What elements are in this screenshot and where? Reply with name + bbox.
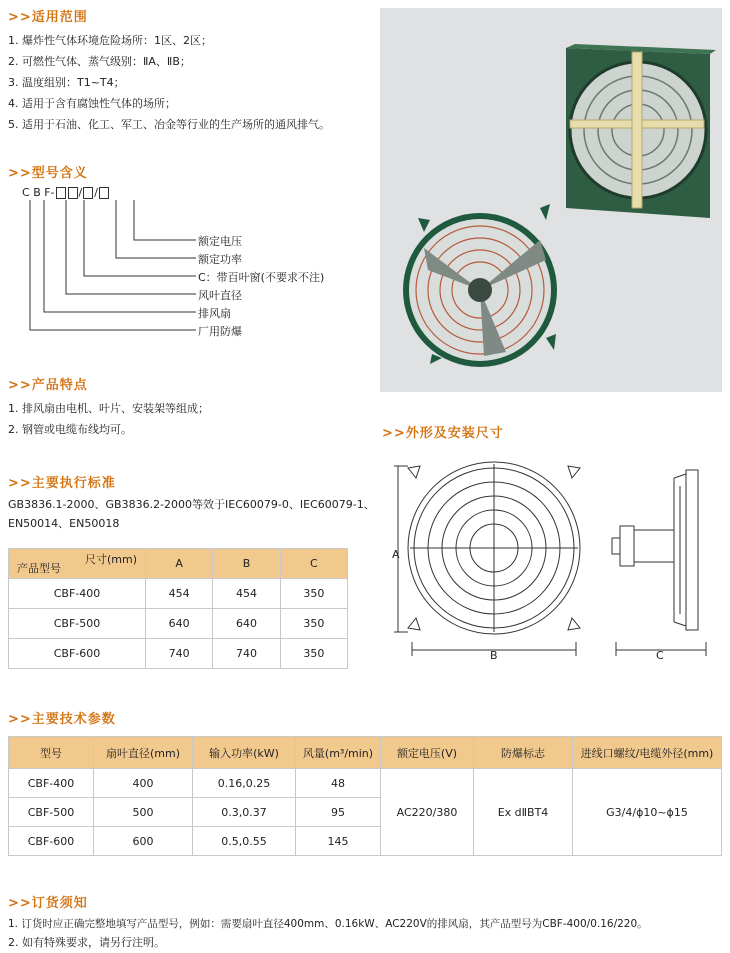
square-fan-image: [566, 44, 716, 218]
dim-table-corner: [9, 549, 146, 579]
tech-header: 额定电压(V): [381, 737, 474, 769]
dim-cell: 350: [280, 609, 347, 639]
dim-cell: 640: [213, 609, 280, 639]
dim-cell: 640: [146, 609, 213, 639]
scope-item-5: 5. 适用于石油、化工、军工、冶金等行业的生产场所的通风排气。: [8, 118, 330, 131]
table-row: [9, 579, 348, 609]
dim-cell: CBF-600: [9, 639, 146, 669]
tech-voltage: AC220/380: [381, 769, 474, 856]
model-label-diameter: 风叶直径: [198, 289, 242, 302]
dim-cell: 740: [146, 639, 213, 669]
dim-label-a: A: [392, 548, 400, 561]
model-code-f: F-: [44, 186, 55, 199]
round-fan-image: [406, 204, 556, 364]
dim-label-c: C: [656, 649, 664, 662]
model-code-c: C: [22, 186, 30, 199]
tech-ex-mark: Ex dⅡBT4: [474, 769, 573, 856]
dim-cell: CBF-500: [9, 609, 146, 639]
scope-item-2: 2. 可燃性气体、蒸气级别：ⅡA、ⅡB；: [8, 55, 191, 68]
model-tree-lines: [20, 198, 200, 338]
dimension-table: [8, 548, 348, 669]
dim-corner-bottom: 产品型号: [17, 562, 61, 575]
tech-header: 风量(m³/min): [296, 737, 381, 769]
table-row: [9, 609, 348, 639]
tech-cell: 0.3,0.37: [193, 798, 296, 827]
tech-header: 型号: [9, 737, 94, 769]
tech-table: [8, 736, 722, 856]
standards-line-2: EN50014、EN50018: [8, 517, 120, 530]
tech-cell: 400: [94, 769, 193, 798]
tech-thread: G3/4/ϕ10~ϕ15: [573, 769, 722, 856]
tech-cell: CBF-500: [9, 798, 94, 827]
dim-cell: 740: [213, 639, 280, 669]
model-code-b: B: [33, 186, 41, 199]
tech-header: 扇叶直径(mm): [94, 737, 193, 769]
order-item-2: 2. 如有特殊要求，请另行注明。: [8, 936, 165, 949]
tech-cell: CBF-400: [9, 769, 94, 798]
dim-cell: 454: [213, 579, 280, 609]
model-label-shutter: C：带百叶窗(不要求不注): [198, 271, 325, 284]
dim-corner-top: 尺寸(mm): [84, 553, 137, 566]
dimension-drawing: [384, 446, 724, 666]
standards-line-1: GB3836.1-2000、GB3836.2-2000等效于IEC60079-0、IEC60079-1、: [8, 498, 375, 511]
dim-cell: 350: [280, 579, 347, 609]
table-row: [9, 639, 348, 669]
dim-col-c: C: [280, 549, 347, 579]
features-title: >>产品特点: [8, 378, 88, 393]
scope-item-1: 1. 爆炸性气体环境危险场所：1区、2区；: [8, 34, 212, 47]
model-code-sep1: /: [78, 186, 83, 199]
tech-cell: 145: [296, 827, 381, 856]
model-code-sep2: /: [94, 186, 98, 199]
model-label-voltage: 额定电压: [198, 235, 242, 248]
tech-cell: 0.5,0.55: [193, 827, 296, 856]
dim-col-a: A: [146, 549, 213, 579]
feature-item-2: 2. 钢管或电缆布线均可。: [8, 423, 132, 436]
dim-col-b: B: [213, 549, 280, 579]
scope-item-3: 3. 温度组别：T1~T4；: [8, 76, 125, 89]
dim-cell: 350: [280, 639, 347, 669]
tech-cell: 95: [296, 798, 381, 827]
scope-item-4: 4. 适用于含有腐蚀性气体的场所；: [8, 97, 176, 110]
model-label-power: 额定功率: [198, 253, 242, 266]
dim-cell: 454: [146, 579, 213, 609]
tech-cell: 48: [296, 769, 381, 798]
tech-cell: 0.16,0.25: [193, 769, 296, 798]
tech-header: 防爆标志: [474, 737, 573, 769]
model-label-explosion: 厂用防爆: [198, 325, 242, 338]
order-title: >>订货须知: [8, 896, 88, 911]
tech-cell: CBF-600: [9, 827, 94, 856]
product-photo: [380, 8, 722, 392]
tech-header: 进线口螺纹/电缆外径(mm): [573, 737, 722, 769]
drawing-title: >>外形及安装尺寸: [382, 426, 504, 441]
dim-cell: CBF-400: [9, 579, 146, 609]
tech-cell: 500: [94, 798, 193, 827]
order-item-1: 1. 订货时应正确完整地填写产品型号，例如：需要扇叶直径400mm、0.16kW、AC220V的排风扇，其产品型号为CBF-400/0.16/220。: [8, 918, 648, 930]
table-row: [9, 769, 722, 798]
dim-label-b: B: [490, 649, 498, 662]
feature-item-1: 1. 排风扇由电机、叶片、安装架等组成；: [8, 402, 209, 415]
standards-title: >>主要执行标准: [8, 476, 116, 491]
tech-cell: 600: [94, 827, 193, 856]
fan-photo-illustration: [380, 8, 722, 392]
model-label-fan: 排风扇: [198, 307, 231, 320]
scope-title: >>适用范围: [8, 10, 88, 25]
tech-title: >>主要技术参数: [8, 712, 116, 727]
tech-header: 输入功率(kW): [193, 737, 296, 769]
model-title: >>型号含义: [8, 166, 88, 181]
